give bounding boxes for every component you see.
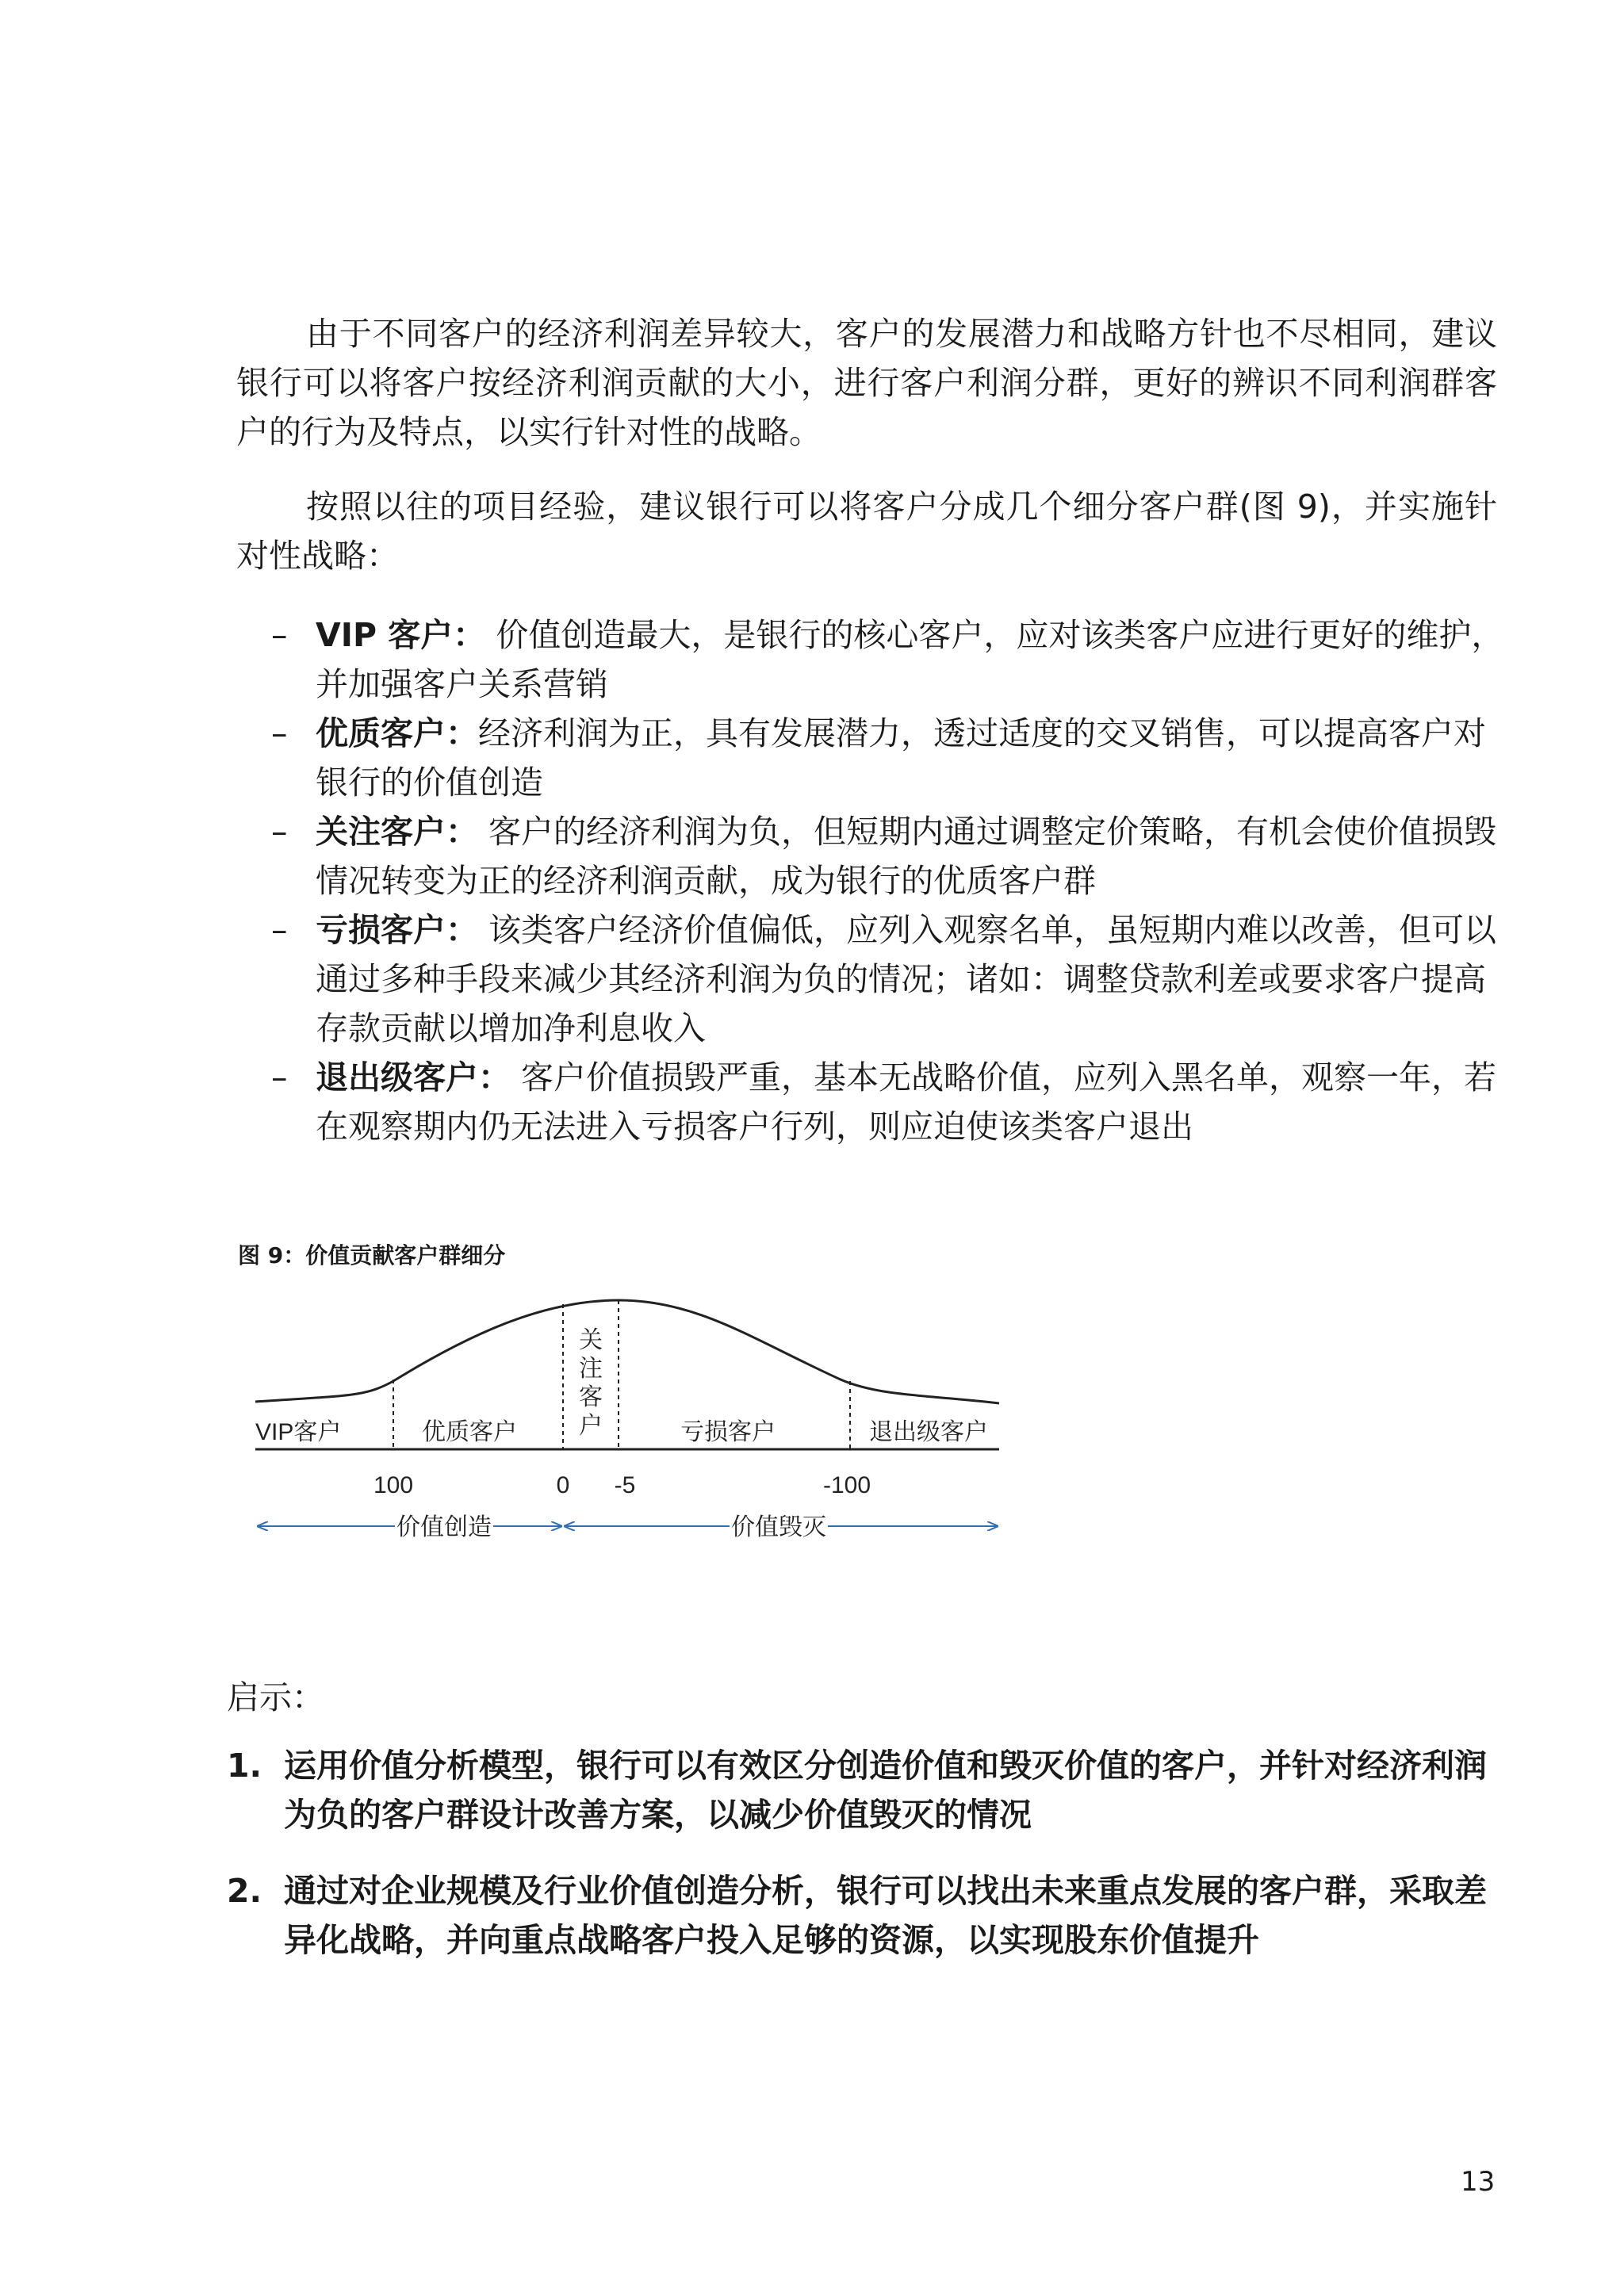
- page-number: 13: [1461, 2166, 1496, 2198]
- segment-label-exit: 退出级客户: [869, 1419, 988, 1445]
- bullet-text: 经济利润为正，具有发展潜力，透过适度的交叉销售，可以提高客户对银行的价值创造: [316, 714, 1486, 802]
- bullet-dash: –: [271, 616, 288, 654]
- bullet-text: 该类客户经济价值偏低，应列入观察名单，虽短期内难以改善，但可以通过多种手段来减少其经济利润为负的情况；诸如：调整贷款利差或要求客户提高存款贡献以增加净利息收入: [316, 911, 1497, 1047]
- watch-label-char: 注: [579, 1356, 603, 1382]
- bullet-text: 客户的经济利润为负，但短期内通过调整定价策略，有机会使价值损毁情况转变为正的经济利润贡献，成为银行的优质客户群: [316, 813, 1497, 900]
- watch-label-char: 关: [579, 1327, 603, 1353]
- bullet-term: 亏损客户：: [316, 911, 478, 949]
- arrow-label-destruction: 价值毁灭: [731, 1514, 826, 1540]
- bell-curve: [255, 1300, 999, 1403]
- watch-label-char: 户: [579, 1413, 603, 1439]
- segmentation-paragraph: 按照以往的项目经验，建议银行可以将客户分成几个细分客户群(图 9)，并实施针对性战略：: [236, 488, 1497, 575]
- bullet-term: 关注客户：: [316, 813, 478, 851]
- insight-number: 2.: [227, 1872, 262, 1910]
- bullet-term: 优质客户：: [316, 714, 478, 752]
- segment-label-quality: 优质客户: [422, 1419, 517, 1445]
- bullet-watch: [271, 807, 1508, 905]
- insight-item: [227, 1741, 1503, 1839]
- insights-list: [227, 1741, 1503, 1992]
- insight-item: [227, 1866, 1503, 1965]
- bullet-dash: –: [271, 1058, 288, 1096]
- bullet-text: 客户价值损毁严重，基本无战略价值，应列入黑名单，观察一年，若在观察期内仍无法进入亏损客户行列，则应迫使该类客户退出: [316, 1058, 1497, 1146]
- bullet-exit: [271, 1053, 1508, 1151]
- insight-text: 通过对企业规模及行业价值创造分析，银行可以找出未来重点发展的客户群，采取差异化战略，并向重点战略客户投入足够的资源，以实现股东价值提升: [284, 1872, 1487, 1959]
- segment-label-vip: VIP客户: [255, 1419, 342, 1445]
- bullet-quality: [271, 709, 1508, 807]
- bullet-text: 价值创造最大，是银行的核心客户，应对该类客户应进行更好的维护，并加强客户关系营销: [316, 616, 1504, 703]
- segment-label-watch: [579, 1327, 603, 1439]
- segment-bullet-list: [271, 610, 1508, 1151]
- bullet-term: VIP 客户：: [316, 616, 486, 654]
- bullet-dash: –: [271, 813, 288, 851]
- segment-label-loss: 亏损客户: [680, 1419, 776, 1445]
- boundary-value: 0: [556, 1472, 570, 1498]
- insight-number: 1.: [227, 1747, 262, 1785]
- bullet-dash: –: [271, 714, 288, 752]
- bullet-vip: [271, 610, 1508, 709]
- bullet-loss: [271, 905, 1508, 1053]
- boundary-value: -100: [822, 1472, 871, 1498]
- boundary-value: -5: [614, 1472, 636, 1498]
- watch-label-char: 客: [579, 1384, 603, 1410]
- insight-text: 运用价值分析模型，银行可以有效区分创造价值和毁灭价值的客户，并针对经济利润为负的客户群设计改善方案，以减少价值毁灭的情况: [284, 1747, 1487, 1834]
- segmentation-diagram: [238, 1284, 1015, 1554]
- arrow-label-creation: 价值创造: [396, 1514, 492, 1540]
- intro-paragraph: 由于不同客户的经济利润差异较大，客户的发展潜力和战略方针也不尽相同，建议银行可以将客户按经济利润贡献的大小，进行客户利润分群，更好的辨识不同利润群客户的行为及特点，以实行针对性的战略。: [236, 315, 1497, 451]
- figure-caption: 图 9：价值贡献客户群细分: [238, 1242, 506, 1269]
- boundary-value: 100: [373, 1472, 414, 1498]
- bullet-dash: –: [271, 911, 288, 949]
- insights-title: 启示：: [227, 1678, 324, 1716]
- bullet-term: 退出级客户：: [316, 1058, 511, 1096]
